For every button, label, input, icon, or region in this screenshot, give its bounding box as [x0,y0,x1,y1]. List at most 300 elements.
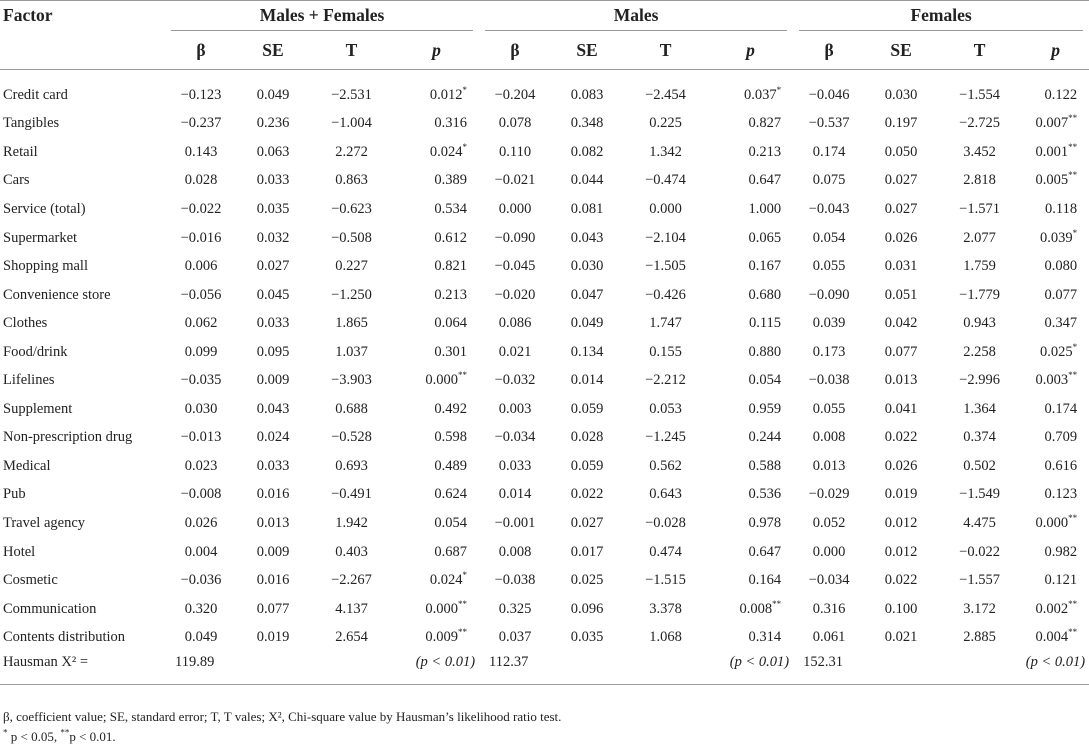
p-cell [394,252,479,281]
t-cell: −0.623 [331,200,372,217]
p-cell [1022,81,1089,110]
t-cell: 0.474 [649,543,682,560]
column-header-beta: β [824,39,834,60]
p-cell [1022,395,1089,424]
p-value: 0.492 [434,400,468,417]
table-row [0,309,1089,338]
p-value: 0.624 [434,486,468,503]
significance-marker: ** [1068,598,1078,609]
hausman-value-males-females: 119.89 [175,653,215,670]
p-cell [1022,224,1089,253]
p-value: 0.244 [748,429,782,446]
table-row [0,281,1089,310]
factor-cell: Medical [3,457,51,474]
p-cell [708,309,793,338]
p-value: 0.123 [1044,486,1078,503]
t-cell: 2.077 [963,229,996,246]
beta-cell: 0.061 [812,629,846,646]
p-cell [394,110,479,139]
p-cell [708,481,793,510]
beta-cell: 0.008 [812,429,846,446]
column-header-p: p [746,39,755,60]
se-cell: 0.035 [256,200,290,217]
t-cell: −0.426 [645,286,686,303]
beta-cell: 0.037 [498,629,532,646]
column-header-blank [0,31,165,70]
significance-marker: ** [1068,142,1078,153]
p-value: 0.347 [1044,315,1078,332]
p-value: 0.122 [1044,86,1078,103]
hausman-p-males: (p < 0.01) [729,653,790,670]
t-cell: 0.225 [649,115,682,132]
p-value: 0.982 [1044,543,1078,560]
p-cell [708,110,793,139]
se-cell: 0.033 [256,315,290,332]
p-cell [1022,281,1089,310]
se-cell: 0.134 [570,343,604,360]
beta-cell: −0.090 [494,229,536,246]
table-row [0,366,1089,395]
se-cell: 0.026 [884,229,918,246]
p-cell [708,395,793,424]
factor-cell: Retail [3,143,38,160]
t-cell: −2.104 [645,229,686,246]
t-cell: −2.454 [645,86,686,103]
p-cell [708,167,793,196]
beta-cell: 0.014 [498,486,532,503]
significance-marker: ** [458,370,468,381]
sig-marker-double: ** [60,727,70,738]
p-cell [1022,110,1089,139]
p-cell [394,281,479,310]
se-cell: 0.043 [256,400,290,417]
p-value: 0.827 [748,115,782,132]
beta-cell: −0.046 [808,86,850,103]
p-value: 0.000 [425,372,459,389]
beta-cell: 0.039 [812,315,846,332]
p-value: 0.024 [429,572,463,589]
p-value: 0.536 [748,486,782,503]
beta-cell: 0.054 [812,229,846,246]
t-cell: 4.475 [963,514,996,531]
se-cell: 0.049 [256,86,290,103]
p-value: 0.118 [1045,200,1078,217]
significance-marker: ** [458,627,468,638]
table-body [0,70,1089,652]
t-cell: 0.688 [335,400,368,417]
p-cell [1022,509,1089,538]
p-cell [708,252,793,281]
column-header-t: T [659,39,672,60]
beta-cell: 0.026 [184,514,218,531]
se-cell: 0.032 [256,229,290,246]
p-cell [394,452,479,481]
factor-cell: Cars [3,172,30,189]
p-value: 0.005 [1035,172,1069,189]
t-cell: −2.531 [331,86,372,103]
beta-cell: −0.021 [494,172,536,189]
se-cell: 0.059 [570,457,604,474]
se-cell: 0.024 [256,429,290,446]
p-value: 0.709 [1044,429,1078,446]
beta-cell: −0.022 [180,200,222,217]
t-cell: 0.693 [335,457,368,474]
t-cell: 0.502 [963,457,996,474]
t-cell: 0.374 [963,429,996,446]
group-header-males: Males [479,0,793,31]
t-cell: 0.943 [963,315,996,332]
t-cell: 4.137 [335,600,368,617]
table-row [0,566,1089,595]
t-cell: −0.528 [331,429,372,446]
p-cell [394,424,479,453]
se-cell: 0.051 [884,286,918,303]
p-cell [708,366,793,395]
beta-cell: 0.099 [184,343,218,360]
se-cell: 0.026 [884,457,918,474]
p-cell [708,452,793,481]
beta-cell: −0.537 [808,115,850,132]
p-value: 0.314 [748,629,782,646]
p-cell [394,81,479,110]
p-value: 0.301 [434,343,468,360]
group-header-females: Females [793,0,1089,31]
p-value: 1.000 [748,200,782,217]
significance-marker: * [776,84,782,95]
p-cell [708,538,793,567]
beta-cell: −0.045 [494,258,536,275]
se-cell: 0.077 [884,343,918,360]
group-header-males-females: Males + Females [165,0,479,31]
beta-cell: 0.003 [498,400,532,417]
se-cell: 0.033 [256,172,290,189]
column-header-se: SE [890,39,912,60]
t-cell: 0.227 [335,258,368,275]
t-cell: 1.037 [335,343,368,360]
beta-cell: 0.013 [812,457,846,474]
se-cell: 0.022 [570,486,604,503]
t-cell: 0.562 [649,457,682,474]
beta-cell: −0.029 [808,486,850,503]
p-cell [708,338,793,367]
hausman-label: Hausman X² = [3,653,89,670]
p-value: 0.647 [748,543,782,560]
beta-cell: 0.078 [498,115,532,132]
p-cell [1022,481,1089,510]
t-cell: 3.172 [963,600,996,617]
beta-cell: 0.320 [184,600,218,617]
beta-cell: −0.204 [494,86,536,103]
beta-cell: 0.143 [184,143,218,160]
beta-cell: 0.325 [498,600,532,617]
p-value: 0.121 [1044,572,1078,589]
p-value: 0.004 [1035,629,1069,646]
se-cell: 0.025 [570,572,604,589]
se-cell: 0.044 [570,172,604,189]
p-cell [1022,452,1089,481]
note-abbreviations: β, coefficient value; SE, standard error; T, T vales; X², Chi-square value by Hausman’s likelihood ratio test. [3,709,562,724]
factor-cell: Communication [3,600,97,617]
t-cell: 0.863 [335,172,368,189]
se-cell: 0.050 [884,143,918,160]
p-value: 0.959 [748,400,782,417]
se-cell: 0.022 [884,429,918,446]
significance-marker: ** [458,598,468,609]
p-value: 0.213 [748,143,782,160]
column-header-beta: β [510,39,520,60]
p-cell [1022,566,1089,595]
beta-cell: 0.008 [498,543,532,560]
p-cell [394,538,479,567]
p-cell [708,424,793,453]
p-value: 0.007 [1035,115,1069,132]
hausman-value-males: 112.37 [489,653,529,670]
beta-cell: −0.034 [494,429,536,446]
p-value: 0.039 [1039,229,1073,246]
p-value: 0.389 [434,172,468,189]
significance-marker: ** [1068,370,1078,381]
beta-cell: 0.173 [812,343,846,360]
t-cell: 2.272 [335,143,368,160]
p-cell [1022,623,1089,652]
t-cell: −0.474 [645,172,686,189]
se-cell: 0.016 [256,572,290,589]
t-cell: −1.554 [959,86,1000,103]
se-cell: 0.047 [570,286,604,303]
factor-cell: Pub [3,486,26,503]
t-cell: −1.245 [645,429,686,446]
beta-cell: 0.062 [184,315,218,332]
p-value: 0.316 [434,115,468,132]
se-cell: 0.013 [256,514,290,531]
t-cell: −2.996 [959,372,1000,389]
beta-cell: 0.028 [184,172,218,189]
p-cell [708,138,793,167]
p-value: 0.024 [429,143,463,160]
table-row [0,167,1089,196]
se-cell: 0.045 [256,286,290,303]
se-cell: 0.027 [570,514,604,531]
beta-cell: −0.034 [808,572,850,589]
se-cell: 0.063 [256,143,290,160]
se-cell: 0.042 [884,315,918,332]
column-header-beta: β [196,39,206,60]
hausman-row [0,652,1089,685]
factor-cell: Cosmetic [3,572,58,589]
t-cell: 1.068 [649,629,682,646]
p-cell [394,595,479,624]
se-cell: 0.016 [256,486,290,503]
t-cell: 0.155 [649,343,682,360]
beta-cell: −0.001 [494,514,536,531]
column-header-t: T [973,39,986,60]
sig-marker-single: * [3,727,8,738]
p-cell [1022,424,1089,453]
table-row [0,195,1089,224]
p-cell [394,623,479,652]
p-value: 0.612 [434,229,468,246]
p-cell [394,224,479,253]
sig-text-2: p < 0.01. [69,729,116,744]
beta-cell: 0.316 [812,600,846,617]
p-value: 0.037 [743,86,777,103]
se-cell: 0.019 [884,486,918,503]
p-value: 0.167 [748,258,782,275]
t-cell: 0.000 [649,200,682,217]
factor-cell: Non-prescription drug [3,429,133,446]
t-cell: 1.865 [335,315,368,332]
beta-cell: −0.038 [808,372,850,389]
se-cell: 0.033 [256,457,290,474]
beta-cell: 0.075 [812,172,846,189]
beta-cell: −0.013 [180,429,222,446]
se-cell: 0.100 [884,600,918,617]
note-significance [3,727,561,747]
significance-marker: ** [1068,113,1078,124]
p-cell [394,167,479,196]
p-value: 0.680 [748,286,782,303]
significance-marker: * [462,570,468,581]
p-cell [708,509,793,538]
p-value: 0.598 [434,429,468,446]
p-value: 0.054 [434,514,468,531]
p-cell [394,509,479,538]
se-cell: 0.236 [256,115,290,132]
column-header-se: SE [262,39,284,60]
p-value: 0.000 [425,600,459,617]
column-header-t: T [345,39,358,60]
table-row [0,509,1089,538]
table-row [0,224,1089,253]
p-value: 0.077 [1044,286,1078,303]
t-cell: 1.759 [963,258,996,275]
p-cell [394,138,479,167]
se-cell: 0.030 [570,258,604,275]
factor-cell: Contents distribution [3,629,126,646]
t-cell: −1.571 [959,200,1000,217]
beta-cell: −0.090 [808,286,850,303]
beta-cell: 0.033 [498,457,532,474]
se-cell: 0.081 [570,200,604,217]
significance-marker: * [1072,341,1078,352]
p-cell [1022,309,1089,338]
t-cell: −1.004 [331,115,372,132]
p-cell [708,224,793,253]
p-cell [394,366,479,395]
p-value: 0.002 [1035,600,1069,617]
p-cell [708,595,793,624]
beta-cell: −0.035 [180,372,222,389]
factor-cell: Supermarket [3,229,78,246]
table-row [0,595,1089,624]
column-header-p: p [1051,39,1060,60]
beta-cell: −0.123 [180,86,222,103]
t-cell: 1.747 [649,315,682,332]
table-row [0,538,1089,567]
t-cell: −1.515 [645,572,686,589]
t-cell: −0.491 [331,486,372,503]
beta-cell: 0.052 [812,514,846,531]
table-notes [3,707,561,747]
p-value: 0.174 [1044,400,1078,417]
t-cell: −2.212 [645,372,686,389]
beta-cell: 0.174 [812,143,846,160]
beta-cell: −0.020 [494,286,536,303]
hausman-p-males-females: (p < 0.01) [415,653,476,670]
t-cell: 3.378 [649,600,682,617]
table-row [0,424,1089,453]
significance-marker: * [462,142,468,153]
factor-cell: Travel agency [3,514,86,531]
se-cell: 0.009 [256,372,290,389]
factor-cell: Convenience store [3,286,111,303]
factor-header: Factor [3,5,53,25]
p-value: 0.008 [739,600,773,617]
t-cell: 2.818 [963,172,996,189]
factor-cell: Supplement [3,400,73,417]
t-cell: 3.452 [963,143,996,160]
se-cell: 0.083 [570,86,604,103]
p-cell [1022,252,1089,281]
table-row [0,138,1089,167]
t-cell: −1.505 [645,258,686,275]
beta-cell: −0.237 [180,115,222,132]
se-cell: 0.030 [884,86,918,103]
beta-cell: −0.038 [494,572,536,589]
se-cell: 0.049 [570,315,604,332]
p-cell [394,338,479,367]
beta-cell: 0.000 [812,543,846,560]
factor-cell: Credit card [3,86,68,103]
beta-cell: −0.008 [180,486,222,503]
p-value: 0.009 [425,629,459,646]
se-cell: 0.021 [884,629,918,646]
p-value: 0.080 [1044,258,1078,275]
se-cell: 0.019 [256,629,290,646]
p-value: 0.213 [434,286,468,303]
se-cell: 0.077 [256,600,290,617]
t-cell: −1.557 [959,572,1000,589]
beta-cell: 0.021 [498,343,532,360]
se-cell: 0.028 [570,429,604,446]
beta-cell: −0.056 [180,286,222,303]
t-cell: −3.903 [331,372,372,389]
beta-cell: 0.030 [184,400,218,417]
sig-text-1: p < 0.05, [7,729,61,744]
significance-marker: ** [1068,170,1078,181]
se-cell: 0.035 [570,629,604,646]
t-cell: 2.258 [963,343,996,360]
significance-marker: * [462,84,468,95]
t-cell: 1.342 [649,143,682,160]
se-cell: 0.027 [884,200,918,217]
p-value: 0.065 [748,229,782,246]
p-cell [394,395,479,424]
significance-marker: ** [1068,513,1078,524]
factor-cell: Shopping mall [3,258,88,275]
se-cell: 0.197 [884,115,918,132]
p-value: 0.880 [748,343,782,360]
p-cell [1022,366,1089,395]
significance-marker: * [1072,227,1078,238]
beta-cell: 0.006 [184,258,218,275]
column-header-p: p [432,39,441,60]
p-value: 0.003 [1035,372,1069,389]
se-cell: 0.027 [256,258,290,275]
t-cell: −0.028 [645,514,686,531]
p-cell [708,566,793,595]
se-cell: 0.012 [884,543,918,560]
